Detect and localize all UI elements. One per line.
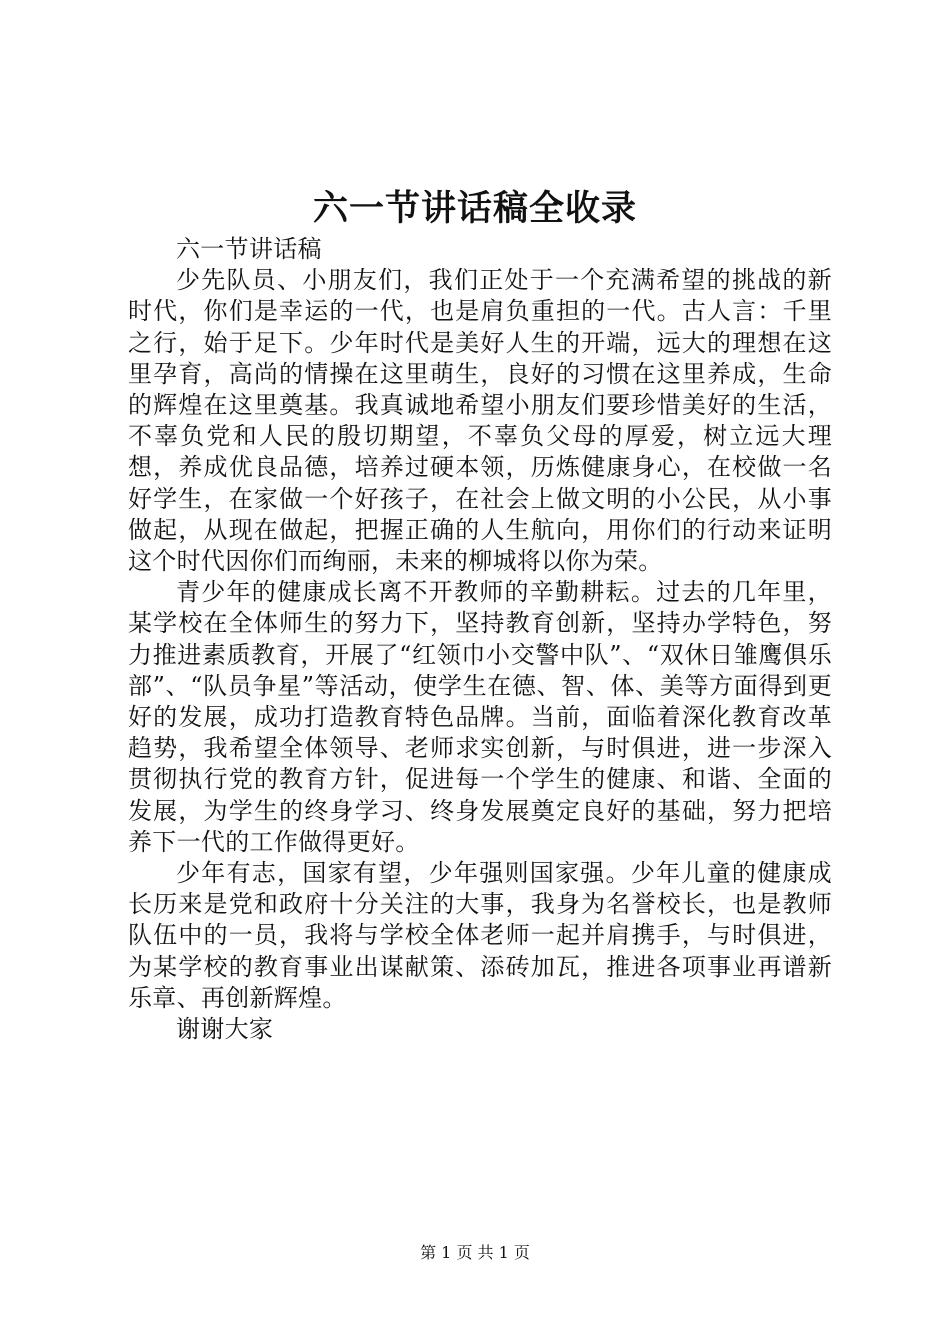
- paragraph-3: 少年有志，国家有望，少年强则国家强。少年儿童的健康成长历来是党和政府十分关注的大事，我身为名誉校长，也是教师队伍中的一员，我将与学校全体老师一起并肩携手，与时俱进，为某学校的教育事业出谋献策、添砖加瓦，推进各项事业再谱新乐章、再创新辉煌。: [128, 859, 832, 1012]
- document-subtitle: 六一节讲话稿: [176, 235, 322, 263]
- closing-line: 谢谢大家: [176, 1015, 274, 1044]
- document-title: 六一节讲话稿全收录: [312, 188, 637, 229]
- page-number-label: 第 1 页 共 1 页: [420, 1243, 530, 1262]
- paragraph-2: 青少年的健康成长离不开教师的辛勤耕耘。过去的几年里，某学校在全体师生的努力下，坚持教育创新，坚持办学特色，努力推进素质教育，开展了“红领巾小交警中队”、“双休日雏鹰俱乐部”、“队员争星”等活动，使学生在德、智、体、美等方面得到更好的发展，成功打造教育特色品牌。当前，面临着深化教育改革趋势，我希望全体领导、老师求实创新，与时俱进，进一步深入贯彻执行党的教育方针，促进每一个学生的健康、和谐、全面的发展，为学生的终身学习、终身发展奠定良好的基础，努力把培养下一代的工作做得更好。: [128, 578, 832, 856]
- page-footer: [0, 1241, 950, 1265]
- document-body: [128, 234, 832, 1045]
- paragraph-1: 少先队员、小朋友们，我们正处于一个充满希望的挑战的新时代，你们是幸运的一代，也是肩负重担的一代。古人言：千里之行，始于足下。少年时代是美好人生的开端，远大的理想在这里孕育，高尚的情操在这里萌生，良好的习惯在这里养成，生命的辉煌在这里奠基。我真诚地希望小朋友们要珍惜美好的生活，不辜负党和人民的殷切期望，不辜负父母的厚爱，树立远大理想，养成优良品德，培养过硬本领，历炼健康身心，在校做一名好学生，在家做一个好孩子，在社会上做文明的小公民，从小事做起，从现在做起，把握正确的人生航向，用你们的行动来证明这个时代因你们而绚丽，未来的柳城将以你为荣。: [128, 266, 832, 576]
